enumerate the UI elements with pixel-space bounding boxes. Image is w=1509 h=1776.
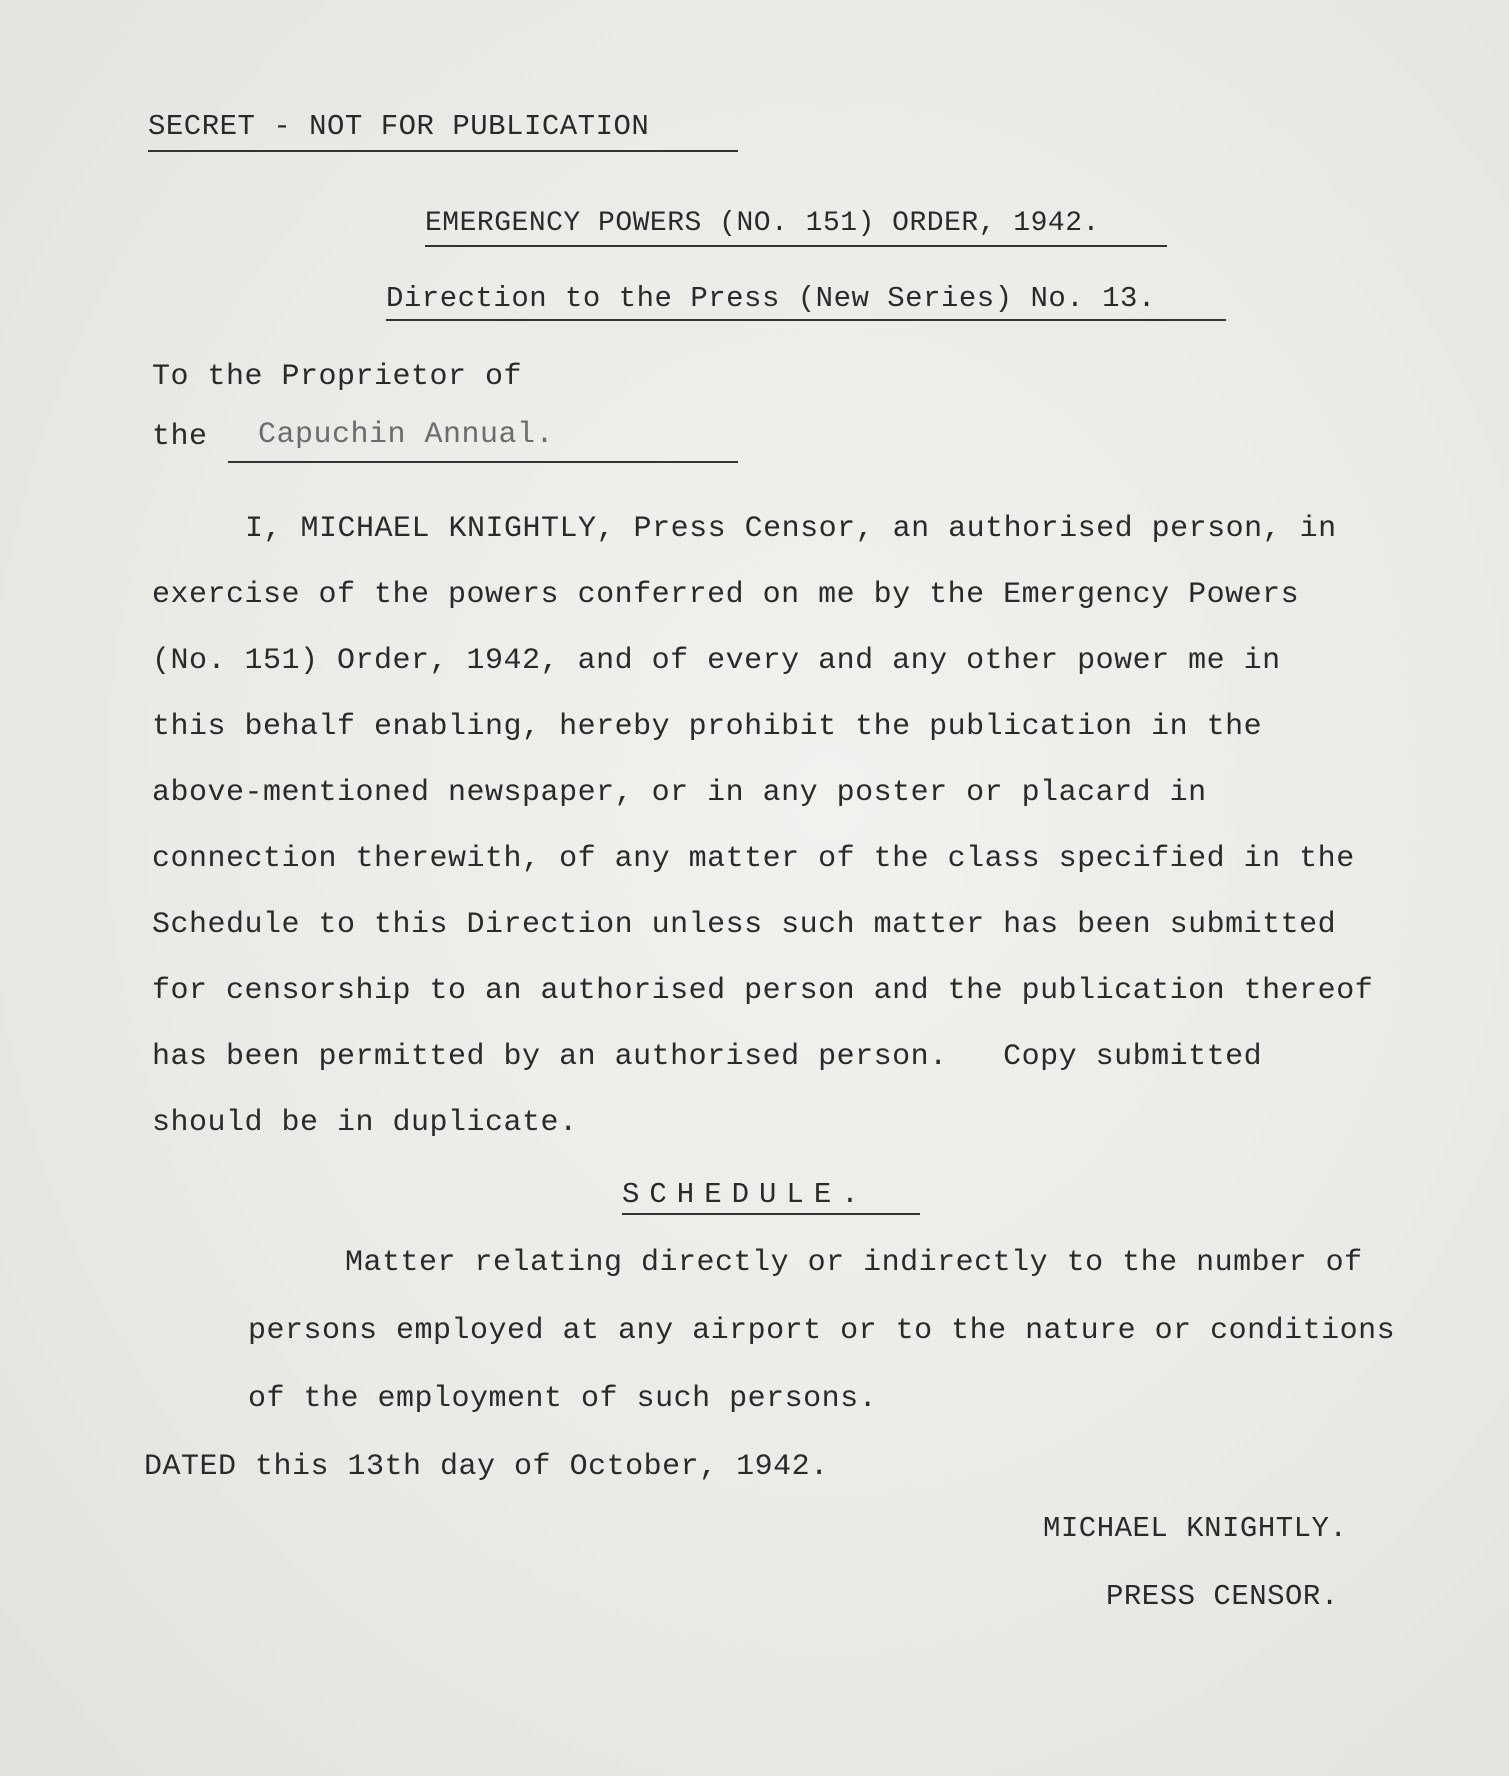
- schedule-title-text: SCHEDULE: [622, 1178, 842, 1211]
- schedule-title-period: .: [841, 1178, 859, 1211]
- date-line: DATED this 13th day of October, 1942.: [144, 1450, 829, 1484]
- direction-title-underline: [386, 319, 1226, 321]
- body-line: this behalf enabling, hereby prohibit the publication in the: [152, 710, 1263, 744]
- publication-underline: [228, 461, 738, 463]
- body-line: has been permitted by an authorised person. Copy submitted: [152, 1040, 1263, 1074]
- schedule-title: [622, 1178, 859, 1212]
- direction-title: Direction to the Press (New Series) No. 13.: [386, 282, 1156, 315]
- schedule-line: persons employed at any airport or to the nature or conditions: [248, 1314, 1396, 1348]
- signatory-name: MICHAEL KNIGHTLY.: [1043, 1512, 1348, 1545]
- body-line: Schedule to this Direction unless such matter has been submitted: [152, 908, 1337, 942]
- schedule-line: of the employment of such persons.: [248, 1382, 878, 1416]
- schedule-underline: [622, 1213, 920, 1215]
- schedule-line: Matter relating directly or indirectly to the number of: [345, 1246, 1363, 1280]
- body-line: connection therewith, of any matter of the class specified in the: [152, 842, 1355, 876]
- publication-name: Capuchin Annual.: [258, 418, 555, 452]
- signatory-title: PRESS CENSOR.: [1106, 1580, 1339, 1613]
- body-line: I, MICHAEL KNIGHTLY, Press Censor, an authorised person, in: [245, 512, 1337, 546]
- body-line: above-mentioned newspaper, or in any poster or placard in: [152, 776, 1207, 810]
- addressee-line: To the Proprietor of: [152, 360, 523, 394]
- addressee-prefix: the: [152, 420, 208, 454]
- classification-underline: [148, 150, 738, 152]
- body-line: should be in duplicate.: [152, 1106, 578, 1140]
- order-title-underline: [425, 245, 1167, 247]
- body-line: for censorship to an authorised person and the publication thereof: [152, 974, 1374, 1008]
- order-title: EMERGENCY POWERS (NO. 151) ORDER, 1942.: [425, 208, 1100, 239]
- classification-heading: SECRET - NOT FOR PUBLICATION: [148, 110, 650, 143]
- body-line: (No. 151) Order, 1942, and of every and any other power me in: [152, 644, 1281, 678]
- body-line: exercise of the powers conferred on me by the Emergency Powers: [152, 578, 1300, 612]
